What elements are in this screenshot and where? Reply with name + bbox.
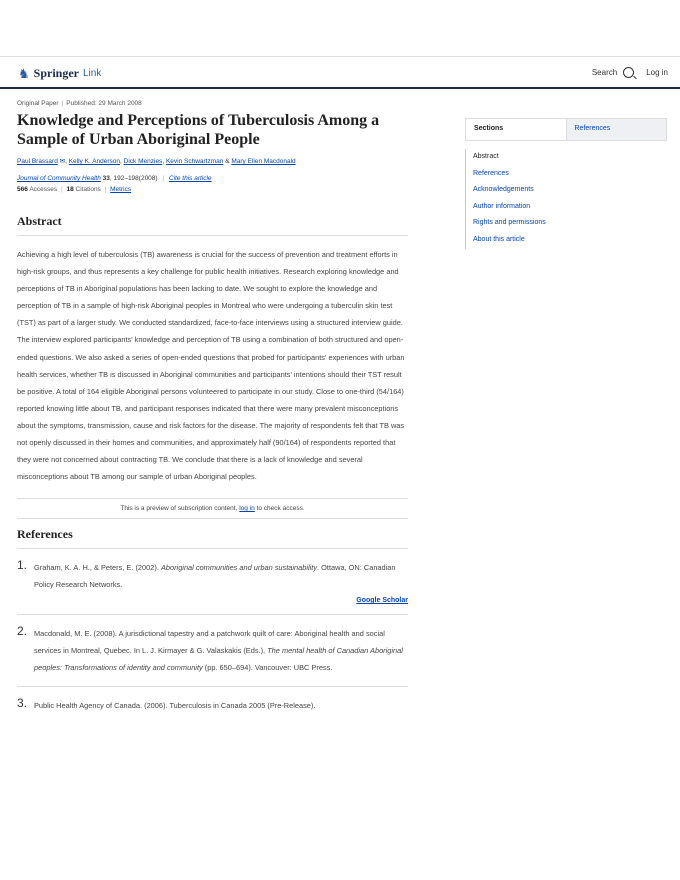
abstract-text: Achieving a high level of tuberculosis (TB) awareness is crucial for the success of prevention and treatment efforts in high-risk groups, and thus represents a key challenge for public health initiatives. Research exploring knowledge and perceptions of TB in Aboriginal populations has been lacking to date. We sought to explore the knowledge and perception of TB in a sample of high-risk Aboriginal peoples in Montreal who were undergoing a tuberculin skin test (TST) as part of a larger study. We conducted standardized, face-to-face interviews using a structured interview guide. The interview explored participants' knowledge and perception of TB using a combination of both structured and open-ended questions. We also asked a series of open-ended questions that probed for participants' experiences with urban health services, whether TB is discussed in Aboriginal communities and participants' intentions should their TST result be positive. A total of 164 eligible Aboriginal persons volunteered to participate in our study. Close to one-third (54/164) reported knowing little about TB, and participant responses indicated that there were many prevalent misconceptions about the symptoms, transmission, cause and risk factors for the disease. The majority of respondents felt that TB was not openly discussed in their homes and communities, and approximately half (90/164) of respondents reported that they were not concerned about contracting TB. We conclude that there is a lack of knowledge and several misconceptions about TB among our sample of urban Aboriginal peoples. (17, 250, 405, 482)
sidebar-tabs (465, 118, 667, 141)
springer-horse-icon: ♞ (18, 66, 30, 81)
sidebar (465, 118, 667, 249)
reference-text: Public Health Agency of Canada. (2006). Tuberculosis in Canada 2005 (Pre-Release). (34, 701, 316, 711)
article-main (17, 100, 408, 724)
search-icon[interactable] (623, 67, 634, 78)
email-icon[interactable]: ✉ (57, 158, 66, 165)
tab-references[interactable]: References (566, 119, 667, 140)
citations-label: Citations (75, 186, 101, 193)
tab-sections[interactable]: Sections (466, 119, 566, 140)
search-link[interactable]: Search (591, 68, 618, 77)
author-link[interactable]: Kelly K. Anderson (68, 158, 121, 165)
google-scholar-link[interactable]: Google Scholar (356, 597, 408, 605)
toc-item-about-article[interactable]: About this article (473, 235, 525, 243)
cite-link[interactable]: Cite this article (168, 175, 212, 182)
accesses-count: 566 (17, 186, 28, 193)
article-meta: Original Paper | Published: 29 March 2008 (17, 100, 142, 107)
toc-item-rights-permissions[interactable]: Rights and permissions (473, 219, 546, 227)
reference-text: Graham, K. A. H., & Peters, E. (2002). Aboriginal communities and urban sustainability. Ottawa, ON: Canadian Policy Research Networks. (34, 563, 396, 590)
abstract-heading: Abstract (17, 214, 408, 236)
toc-item-abstract[interactable]: Abstract (473, 153, 499, 160)
pages: , 192–198(2008) (109, 175, 158, 182)
author-link[interactable]: Paul Brassard (17, 158, 58, 165)
references-heading: References (17, 527, 408, 549)
volume: 33 (102, 175, 110, 182)
reference-item (17, 549, 408, 615)
author-link[interactable]: Mary Ellen Macdonald (231, 158, 296, 165)
subscription-preview-notice: This is a preview of subscription content, log in to check access. (17, 498, 408, 519)
site-header (0, 56, 680, 89)
sections-toc (465, 149, 667, 249)
login-link[interactable]: Log in (646, 68, 668, 77)
toc-item-references[interactable]: References (473, 169, 509, 177)
login-access-link[interactable]: log in (239, 505, 255, 513)
reference-number: 2. (17, 624, 28, 639)
article-metrics: 566 Accesses | 18 Citations | Metrics (17, 186, 132, 193)
journal-link[interactable]: Journal of Community Health (17, 175, 101, 182)
toc-item-acknowledgements[interactable]: Acknowledgements (473, 186, 534, 194)
brand-name: Springer (33, 66, 79, 80)
header-actions (592, 67, 668, 78)
reference-number: 3. (17, 696, 28, 711)
reference-number: 1. (17, 558, 28, 573)
journal-info: Journal of Community Health 33, 192–198(2008) | Cite this article (17, 175, 212, 182)
metrics-link[interactable]: Metrics (110, 186, 132, 193)
brand-suffix: Link (83, 68, 102, 79)
author-list: Paul Brassard ✉, Kelly K. Anderson, Dick Menzies, Kevin Schwartzman & Mary Ellen Macdonald (17, 158, 296, 165)
author-link[interactable]: Kevin Schwartzman (165, 158, 224, 165)
springerlink-logo[interactable] (18, 66, 101, 81)
reference-item (17, 615, 408, 687)
accesses-label: Accesses (29, 186, 58, 193)
reference-text: Macdonald, M. E. (2008). A jurisdictional tapestry and a patchwork quilt of care: Aboriginal health and social services in Montreal, Quebec. In L. J. Kirmayer & G. Valaskakis (Eds.), The mental health of Canadian Aboriginal peoples: Transformations of identity and community (pp. 650–694). Vancouver: UBC Press. (34, 629, 403, 673)
reference-item (17, 687, 408, 724)
article-title: Knowledge and Perceptions of Tuberculosis Among a Sample of Urban Aboriginal People (17, 112, 380, 148)
article-type: Original Paper (17, 100, 59, 107)
toc-item-author-information[interactable]: Author information (473, 202, 531, 210)
author-link[interactable]: Dick Menzies (123, 158, 163, 165)
citations-count: 18 (66, 186, 74, 193)
published-date: Published: 29 March 2008 (66, 100, 142, 107)
